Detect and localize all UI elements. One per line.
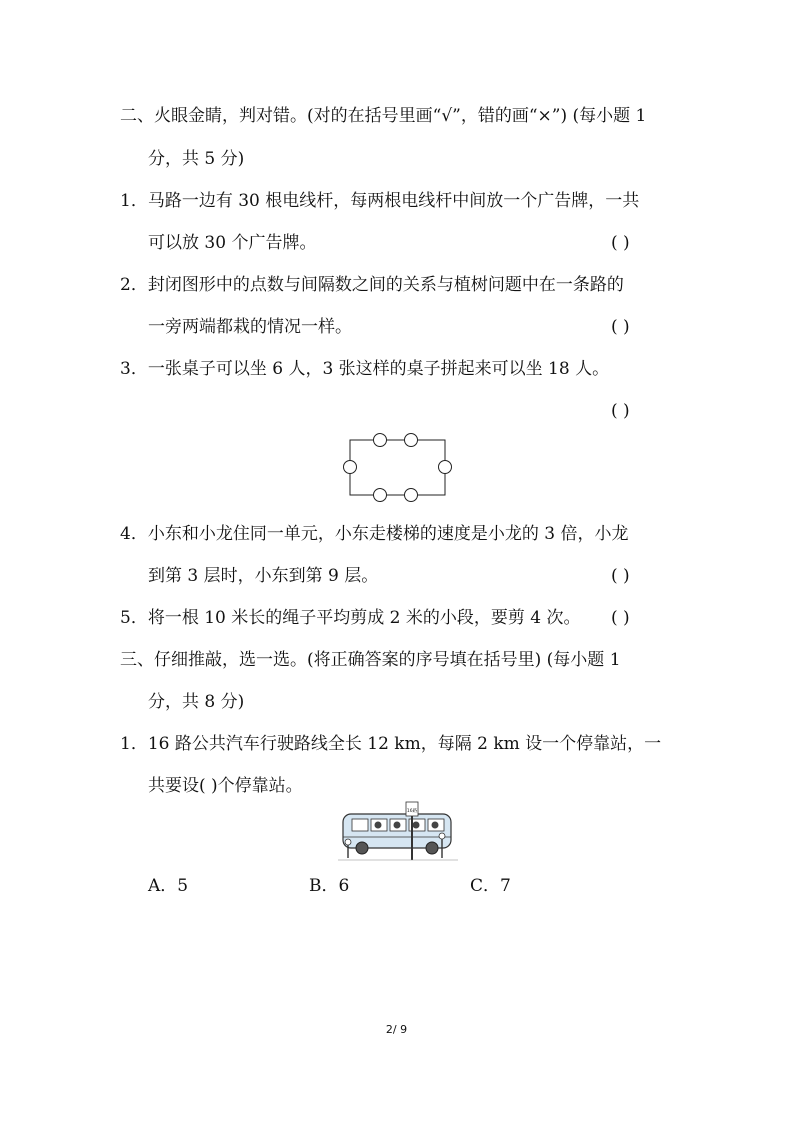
seat-circle (405, 434, 418, 447)
q1-answer-blank[interactable]: ( ) (611, 233, 630, 253)
table-seating-diagram (340, 433, 455, 503)
mc-q1-text-cont: 共要设( )个停靠站。 (148, 776, 303, 796)
q2-text: 2．封闭图形中的点数与间隔数之间的关系与植树问题中在一条路的 (120, 275, 624, 295)
q2-answer-blank[interactable]: ( ) (611, 317, 630, 337)
seat-circle (374, 489, 387, 502)
bus-sign-text: 16路 (406, 809, 418, 814)
seat-circle (374, 434, 387, 447)
q4-answer-blank[interactable]: ( ) (611, 566, 630, 586)
table-outline (350, 440, 445, 495)
mc-q1-text: 1．16 路公共汽车行驶路线全长 12 km，每隔 2 km 设一个停靠站，一 (120, 734, 662, 754)
option-b[interactable]: B．6 (309, 876, 350, 896)
bus-window (352, 819, 368, 831)
q4-text-cont: 到第 3 层时，小东到第 9 层。 (148, 566, 379, 586)
page-number: 2/ 9 (385, 1023, 408, 1036)
seat-circle (439, 461, 452, 474)
bus-wheel (426, 842, 438, 854)
section2-header: 二、火眼金睛，判对错。(对的在括号里画“√”，错的画“×”) (每小题 1 (120, 106, 647, 126)
q3-answer-blank[interactable]: ( ) (611, 401, 630, 421)
q5-answer-blank[interactable]: ( ) (611, 608, 630, 628)
option-a[interactable]: A．5 (148, 876, 189, 896)
q4-text: 4．小东和小龙住同一单元，小东走楼梯的速度是小龙的 3 倍，小龙 (120, 524, 629, 544)
section3-header: 三、仔细推敲，选一选。(将正确答案的序号填在括号里) (每小题 1 (120, 650, 621, 670)
seat-circle (405, 489, 418, 502)
section2-header-cont: 分，共 5 分) (148, 149, 245, 169)
bus-wheel (356, 842, 368, 854)
section3-header-cont: 分，共 8 分) (148, 692, 245, 712)
q5-text: 5．将一根 10 米长的绳子平均剪成 2 米的小段，要剪 4 次。 (120, 608, 581, 628)
q1-text-cont: 可以放 30 个广告牌。 (148, 233, 317, 253)
bus-stop-illustration (338, 800, 458, 864)
seat-circle (344, 461, 357, 474)
q1-text: 1．马路一边有 30 根电线杆，每两根电线杆中间放一个广告牌，一共 (120, 191, 640, 211)
q2-text-cont: 一旁两端都栽的情况一样。 (148, 317, 352, 337)
option-c[interactable]: C．7 (470, 876, 511, 896)
q3-text: 3．一张桌子可以坐 6 人，3 张这样的桌子拼起来可以坐 18 人。 (120, 359, 610, 379)
